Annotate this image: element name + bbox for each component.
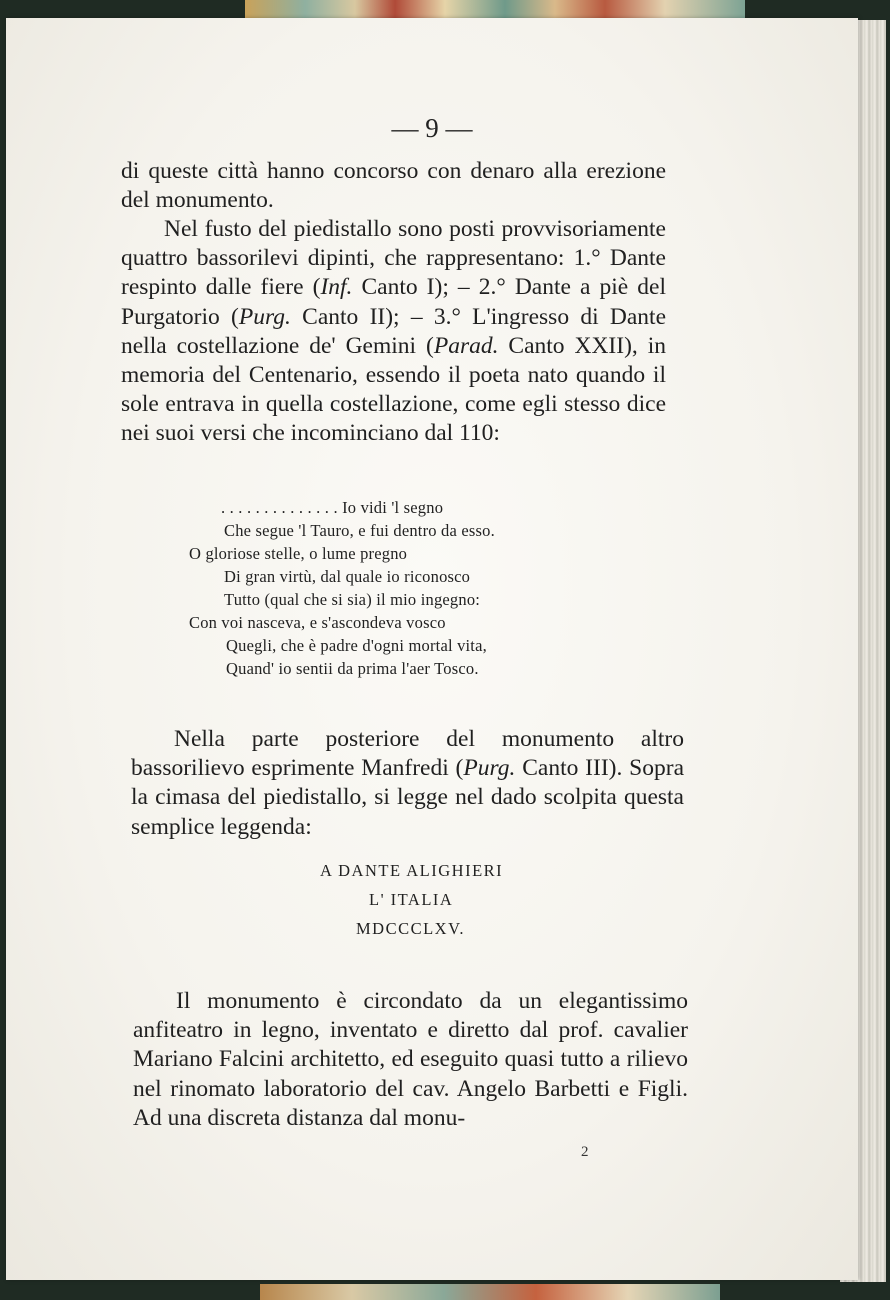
verse-line: Quegli, che è padre d'ogni mortal vita, (226, 636, 487, 655)
verse-line: Di gran virtù, dal quale io riconosco (224, 567, 471, 586)
inscription-line: A DANTE ALIGHIERI (320, 861, 504, 880)
verse-line: Tutto (qual che si sia) il mio ingegno: (224, 590, 481, 609)
paragraph-4: Il monumento è circondato da un elegantissimo anfiteatro in legno, inventato e diretto dal prof. cavalier Mariano Falcini architetto, ed eseguito quasi tutto a rilievo nel rinomato laboratorio del cav. Angelo Barbetti e Figli. Ad una discreta distanza dal monu- (133, 988, 688, 1131)
marbled-cover-bottom (260, 1284, 720, 1300)
book-page (6, 18, 858, 1280)
paragraph-3-text-a: Nella parte posteriore del monumento altro bassorilievo esprimente Manfredi ( (131, 726, 684, 782)
reference-purgatorio-2: Purg. (463, 755, 516, 782)
paragraph-2-text-d: Canto XXII), in memoria del Centenario, essendo il poeta nato quando il sole entrava in quella costellazione, come egli stesso dice nei suoi versi che incominciano dal 110: (121, 332, 667, 447)
paragraph-3 (131, 725, 684, 842)
verse-line: Che segue 'l Tauro, e fui dentro da esso. (224, 521, 495, 540)
paragraph-2-text-b: Canto I); – 2.° Dante a piè del Purgatorio ( (121, 274, 666, 330)
inscription-line: L' ITALIA (369, 890, 454, 909)
reference-paradiso: Parad. (433, 332, 499, 359)
inscription-line: MDCCCLXV. (356, 919, 466, 938)
paragraph-1: di queste città hanno concorso con denaro alla erezione del monumento. (121, 158, 666, 214)
signature-mark: 2 (581, 1144, 589, 1160)
verse-line: Con voi nasceva, e s'ascondeva vosco (189, 613, 446, 632)
reference-purgatorio: Purg. (238, 303, 291, 330)
paragraph-2-text-a: Nel fusto del piedistallo sono posti provvisoriamente quattro bassorilevi dipinti, che rappresentano: 1.° Dante respinto dalle fiere ( (121, 216, 666, 301)
paragraph-2 (121, 215, 666, 449)
paragraph-2-text-c: Canto II); – 3.° L'ingresso di Dante nella costellazione de' Gemini ( (121, 303, 666, 359)
page-number: — 9 — (391, 113, 473, 143)
reference-inferno: Inf. (320, 274, 353, 301)
paragraph-3-text-b: Canto III). Sopra la cimasa del piedistallo, si legge nel dado scolpita questa semplice leggenda: (131, 755, 684, 840)
verse-line: Quand' io sentii da prima l'aer Tosco. (226, 659, 479, 678)
verse-line: O gloriose stelle, o lume pregno (189, 544, 408, 563)
verse-line: . . . . . . . . . . . . . . Io vidi 'l segno (221, 498, 444, 517)
